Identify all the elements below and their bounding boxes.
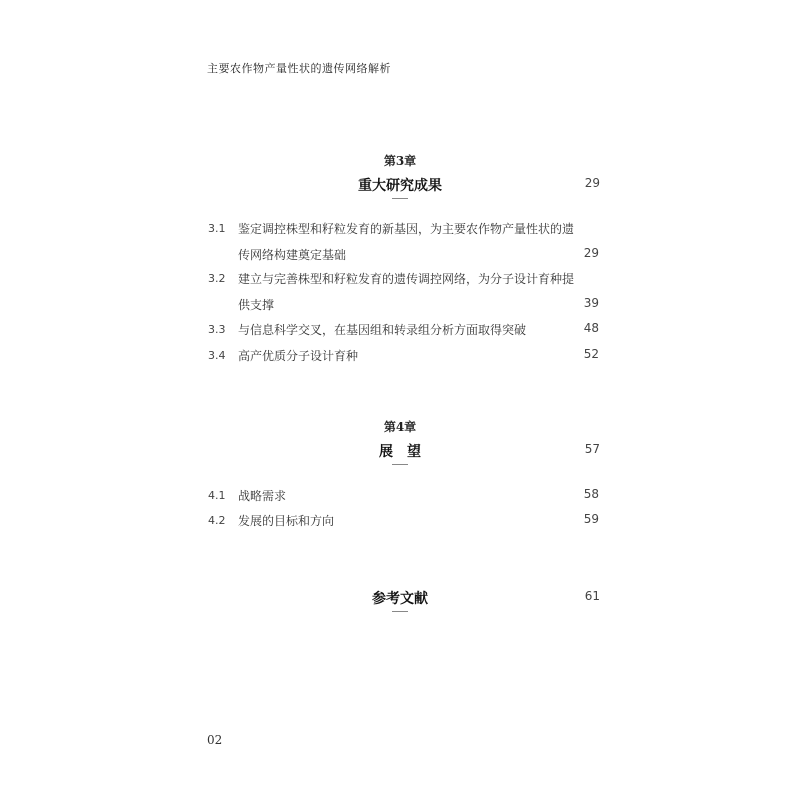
references-title[interactable]: 参考文献 [372, 591, 428, 607]
toc-entry-3-2-text-line-2[interactable]: 供支撑 [238, 298, 275, 312]
toc-entry-3-2-page[interactable]: 39 [583, 296, 599, 310]
toc-entry-4-1-page[interactable]: 58 [583, 487, 599, 501]
toc-entry-3-1-page[interactable]: 29 [583, 246, 599, 260]
toc-entry-3-4-page[interactable]: 52 [583, 347, 599, 361]
references-rule [392, 611, 408, 612]
chapter-3-label: 第3章 [383, 154, 417, 168]
toc-entry-3-2-text-line-1[interactable]: 建立与完善株型和籽粒发育的遗传调控网络，为分子设计育种提 [238, 272, 575, 286]
running-header: 主要农作物产量性状的遗传网络解析 [207, 62, 391, 75]
chapter-3-rule [392, 198, 408, 199]
chapter-4-page[interactable]: 57 [584, 442, 600, 456]
chapter-4-title[interactable]: 展 望 [379, 444, 421, 460]
toc-entry-3-3-text[interactable]: 与信息科学交叉，在基因组和转录组分析方面取得突破 [238, 323, 527, 337]
toc-entry-4-2-number: 4.2 [208, 514, 226, 527]
chapter-4-rule [392, 464, 408, 465]
chapter-4-label: 第4章 [383, 420, 417, 434]
toc-entry-4-2-page[interactable]: 59 [583, 512, 599, 526]
references-page[interactable]: 61 [584, 589, 600, 603]
toc-entry-4-1-text[interactable]: 战略需求 [238, 489, 287, 503]
toc-entry-3-2-number: 3.2 [208, 272, 226, 285]
toc-entry-3-1-text-line-1[interactable]: 鉴定调控株型和籽粒发育的新基因，为主要农作物产量性状的遗 [238, 222, 575, 236]
page-number: 02 [207, 733, 223, 747]
toc-entry-3-3-page[interactable]: 48 [583, 321, 599, 335]
toc-entry-3-4-text[interactable]: 高产优质分子设计育种 [238, 349, 359, 363]
toc-entry-3-3-number: 3.3 [208, 323, 226, 336]
toc-entry-3-4-number: 3.4 [208, 349, 226, 362]
toc-entry-4-2-text[interactable]: 发展的目标和方向 [238, 514, 335, 528]
chapter-3-title[interactable]: 重大研究成果 [358, 178, 442, 194]
chapter-3-page[interactable]: 29 [584, 176, 600, 190]
toc-entry-3-1-text-line-2[interactable]: 传网络构建奠定基础 [238, 248, 347, 262]
toc-entry-4-1-number: 4.1 [208, 489, 226, 502]
toc-entry-3-1-number: 3.1 [208, 222, 226, 235]
